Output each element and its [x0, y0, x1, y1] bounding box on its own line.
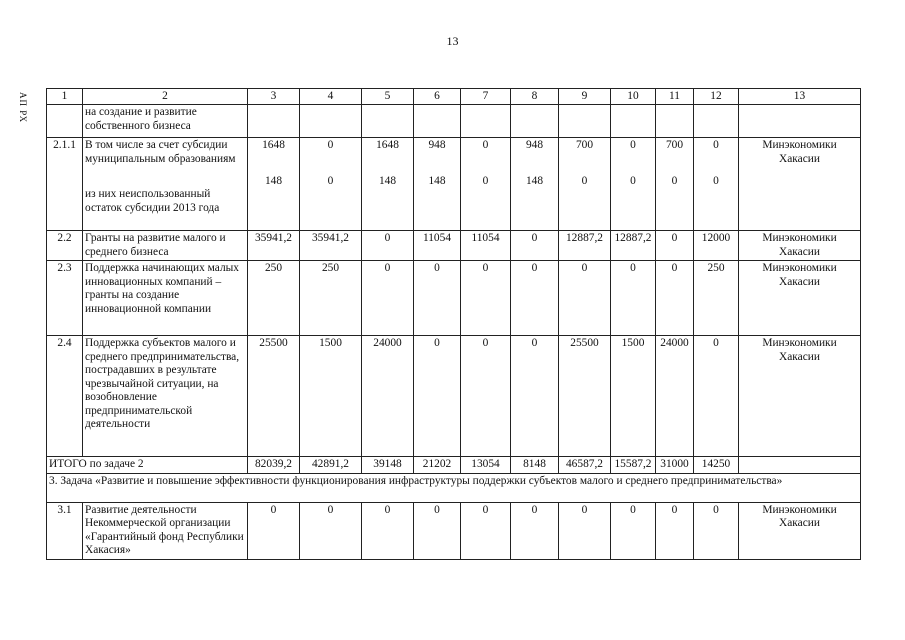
value-cell: 0	[581, 174, 588, 187]
value-cell: 0	[611, 261, 656, 336]
row-number: 3.1	[47, 502, 83, 559]
executor-cell: Минэкономики Хакасии	[739, 261, 861, 336]
value-cell: 0	[362, 502, 414, 559]
value-cell: 0	[656, 502, 694, 559]
row-name: на создание и развитие собственного бизнеса	[83, 105, 248, 138]
row-number: 2.4	[47, 336, 83, 457]
row-name: Гранты на развитие малого и среднего бизнеса	[83, 231, 248, 261]
total-value-cell: 82039,2	[248, 457, 300, 473]
value-cell: 148	[264, 174, 283, 187]
value-cell: 35941,2	[300, 231, 362, 261]
header-cell: 9	[559, 89, 611, 105]
value-cell: 0	[559, 502, 611, 559]
value-cell: 25500	[248, 336, 300, 457]
value-cell: 0	[461, 336, 511, 457]
header-cell: 3	[248, 89, 300, 105]
value-cell: 12887,2	[559, 231, 611, 261]
total-value-cell: 46587,2	[559, 457, 611, 473]
value-cell: 0	[482, 174, 489, 187]
value-cell: 0	[511, 502, 559, 559]
row-name-sub: из них неиспользованный остаток субсидии 2013 года	[85, 188, 220, 214]
header-cell: 6	[414, 89, 461, 105]
value-cell: 948	[525, 139, 544, 152]
page-number: 13	[446, 34, 459, 48]
value-cell: 700	[575, 139, 594, 152]
header-cell: 7	[461, 89, 511, 105]
value-cell: 0	[327, 174, 334, 187]
total-value-cell: 39148	[362, 457, 414, 473]
table-row-2-2	[47, 231, 861, 261]
row-name: Развитие деятельности Некоммерческой организации «Гарантийный фонд Республики Хакасия»	[83, 502, 248, 559]
value-cell: 35941,2	[248, 231, 300, 261]
table-row-total	[47, 457, 861, 473]
table-row-2-4	[47, 336, 861, 457]
value-cell: 1648	[262, 139, 285, 152]
value-cell: 0	[461, 502, 511, 559]
value-cell: 0	[511, 231, 559, 261]
header-cell: 5	[362, 89, 414, 105]
table-row-3-1	[47, 502, 861, 559]
value-cell: 0	[559, 261, 611, 336]
header-cell: 4	[300, 89, 362, 105]
value-cell: 148	[428, 174, 446, 187]
total-value-cell: 31000	[656, 457, 694, 473]
value-cell: 24000	[656, 336, 694, 457]
row-name	[83, 138, 248, 231]
row-name: Поддержка субъектов малого и среднего предпринимательства, пострадавших в результате чрезвычайной ситуации, на возобновление предпринимательской деятельности	[83, 336, 248, 457]
executor-cell: Минэкономики Хакасии	[739, 138, 861, 231]
value-cell: 0	[461, 261, 511, 336]
header-cell: 8	[511, 89, 559, 105]
value-cell: 148	[378, 174, 397, 187]
value-cell: 0	[611, 502, 656, 559]
budget-table	[46, 88, 861, 560]
executor-cell: Минэкономики Хакасии	[739, 231, 861, 261]
row-number: 2.2	[47, 231, 83, 261]
row-name-main: В том числе за счет субсидии муниципальным образованиям	[85, 139, 236, 165]
value-cell: 0	[511, 261, 559, 336]
total-value-cell: 42891,2	[300, 457, 362, 473]
value-cell: 250	[694, 261, 739, 336]
value-cell: 0	[327, 139, 334, 152]
value-cell: 0	[656, 231, 694, 261]
value-cell: 12887,2	[611, 231, 656, 261]
executor-cell: Минэкономики Хакасии	[739, 502, 861, 559]
table-row-task-3	[47, 473, 861, 502]
value-cell: 11054	[461, 231, 511, 261]
table-row-2-1-1	[47, 138, 861, 231]
value-cell: 0	[656, 261, 694, 336]
value-cell: 0	[300, 502, 362, 559]
task-heading: 3. Задача «Развитие и повышение эффективности функционирования инфраструктуры поддержки субъектов малого и среднего предпринимательства»	[47, 473, 861, 502]
value-cell: 148	[525, 174, 544, 187]
value-cell: 1500	[300, 336, 362, 457]
value-cell: 0	[414, 336, 461, 457]
total-value-cell: 8148	[511, 457, 559, 473]
value-cell: 250	[248, 261, 300, 336]
value-cell: 25500	[559, 336, 611, 457]
header-row	[47, 89, 861, 105]
value-cell: 0	[248, 502, 300, 559]
value-cell: 1500	[611, 336, 656, 457]
header-cell: 2	[83, 89, 248, 105]
value-cell: 0	[713, 139, 719, 152]
row-number: 2.3	[47, 261, 83, 336]
value-cell: 250	[300, 261, 362, 336]
total-value-cell: 13054	[461, 457, 511, 473]
value-cell: 0	[511, 336, 559, 457]
side-archive-mark: АП РХ	[18, 92, 28, 124]
header-cell: 11	[656, 89, 694, 105]
value-cell: 12000	[694, 231, 739, 261]
header-cell: 1	[47, 89, 83, 105]
value-cell: 0	[713, 174, 719, 187]
value-cell: 11054	[414, 231, 461, 261]
header-cell: 12	[694, 89, 739, 105]
table-row-continuation	[47, 105, 861, 138]
row-number: 2.1.1	[47, 138, 83, 231]
value-cell: 0	[630, 139, 636, 152]
value-cell: 0	[671, 174, 678, 187]
row-name: Поддержка начинающих малых инновационных компаний – гранты на создание инновационной компании	[83, 261, 248, 336]
value-cell: 700	[665, 139, 684, 152]
value-cell: 0	[630, 174, 636, 187]
executor-cell: Минэкономики Хакасии	[739, 336, 861, 457]
value-cell: 948	[428, 139, 446, 152]
total-value-cell: 14250	[694, 457, 739, 473]
value-cell: 0	[694, 336, 739, 457]
value-cell: 0	[362, 231, 414, 261]
value-cell: 0	[694, 502, 739, 559]
table-row-2-3	[47, 261, 861, 336]
total-label: ИТОГО по задаче 2	[47, 457, 248, 473]
header-cell: 13	[739, 89, 861, 105]
header-cell: 10	[611, 89, 656, 105]
total-value-cell: 15587,2	[611, 457, 656, 473]
value-cell: 0	[414, 261, 461, 336]
value-cell: 0	[414, 502, 461, 559]
value-cell: 0	[482, 139, 489, 152]
value-cell: 1648	[376, 139, 399, 152]
total-value-cell: 21202	[414, 457, 461, 473]
value-cell: 0	[362, 261, 414, 336]
value-cell: 24000	[362, 336, 414, 457]
